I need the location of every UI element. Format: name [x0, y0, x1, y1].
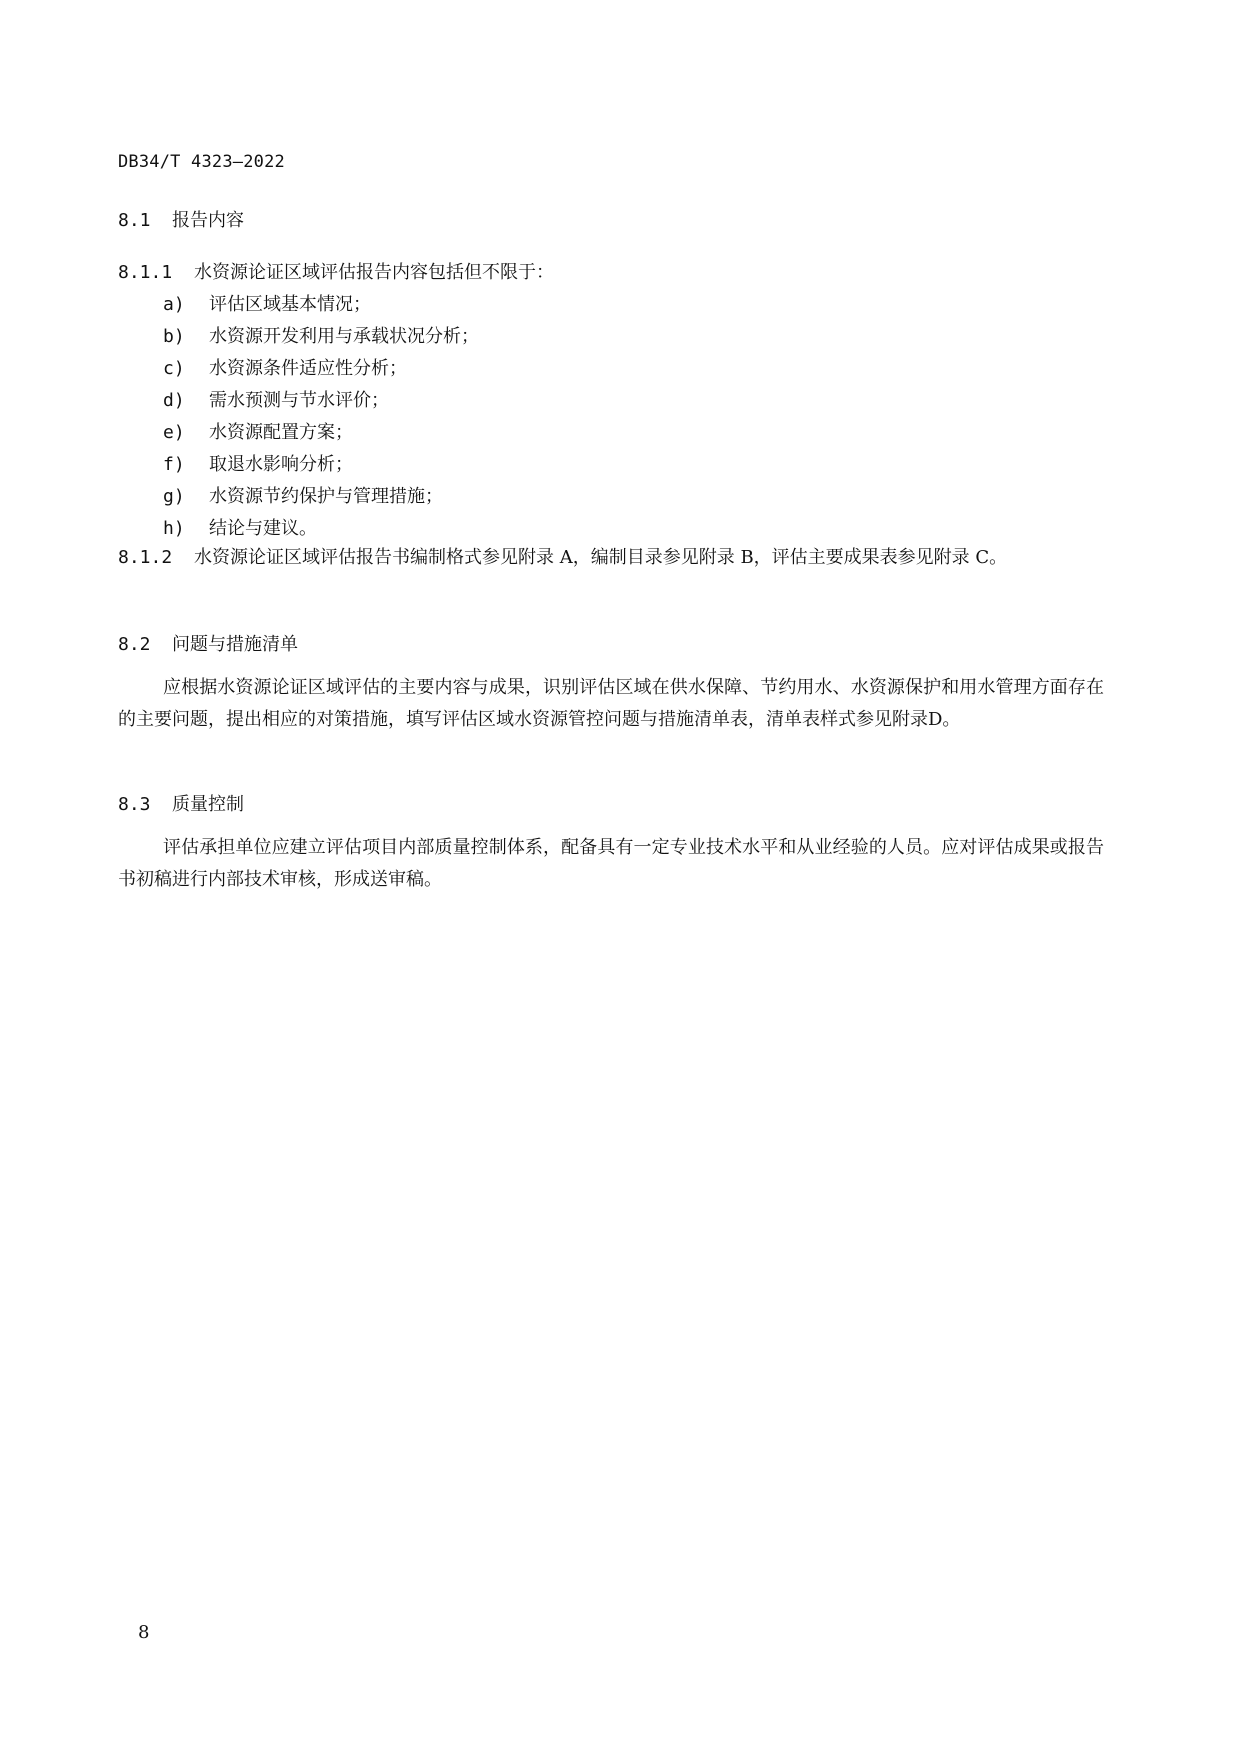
section-heading-8-1 [118, 206, 244, 232]
list-item-marker: b) [163, 326, 185, 347]
list-item-text: 评估区域基本情况； [209, 294, 371, 315]
list-item [163, 514, 317, 540]
section-title: 问题与措施清单 [172, 634, 298, 655]
clause-number: 8.1.1 [118, 262, 173, 283]
list-item [163, 386, 389, 412]
list-item-marker: f) [163, 454, 185, 475]
clause-text: 水资源论证区域评估报告内容包括但不限于： [194, 262, 554, 283]
list-item-marker: h) [163, 518, 185, 539]
list-item [163, 354, 407, 380]
list-item [163, 290, 371, 316]
list-item-text: 水资源开发利用与承载状况分析； [209, 326, 479, 347]
section-title: 报告内容 [172, 210, 244, 231]
section-8-2-body: 应根据水资源论证区域评估的主要内容与成果，识别评估区域在供水保障、节约用水、水资源保护和用水管理方面存在的主要问题，提出相应的对策措施，填写评估区域水资源管控问题与措施清单表，清单表样式参见附录D。 [118, 677, 1104, 730]
list-item-text: 取退水影响分析； [209, 454, 353, 475]
section-number: 8.2 [118, 634, 151, 655]
document-code: DB34/T 4323—2022 [118, 152, 285, 172]
list-item-text: 需水预测与节水评价； [209, 390, 389, 411]
section-title: 质量控制 [172, 794, 244, 815]
list-item-marker: g) [163, 486, 185, 507]
clause-8-1-2 [118, 542, 1104, 574]
list-item-marker: d) [163, 390, 185, 411]
list-item-text: 水资源配置方案； [209, 422, 353, 443]
clause-8-1-1 [118, 258, 554, 284]
section-8-3-body: 评估承担单位应建立评估项目内部质量控制体系，配备具有一定专业技术水平和从业经验的人员。应对评估成果或报告书初稿进行内部技术审核，形成送审稿。 [118, 837, 1104, 890]
section-number: 8.1 [118, 210, 151, 231]
section-number: 8.3 [118, 794, 151, 815]
list-item-marker: e) [163, 422, 185, 443]
section-heading-8-3 [118, 790, 244, 816]
list-item-marker: a) [163, 294, 185, 315]
list-item-text: 结论与建议。 [209, 518, 317, 539]
list-item-text: 水资源节约保护与管理措施； [209, 486, 443, 507]
list-item-text: 水资源条件适应性分析； [209, 358, 407, 379]
section-heading-8-2 [118, 630, 298, 656]
clause-text: 水资源论证区域评估报告书编制格式参见附录 A，编制目录参见附录 B，评估主要成果表参见附录 C。 [194, 547, 1008, 568]
list-item [163, 482, 443, 508]
list-item [163, 322, 479, 348]
page-number: 8 [138, 1622, 150, 1643]
clause-number: 8.1.2 [118, 547, 173, 568]
list-item [163, 450, 353, 476]
list-item-marker: c) [163, 358, 185, 379]
list-item [163, 418, 353, 444]
